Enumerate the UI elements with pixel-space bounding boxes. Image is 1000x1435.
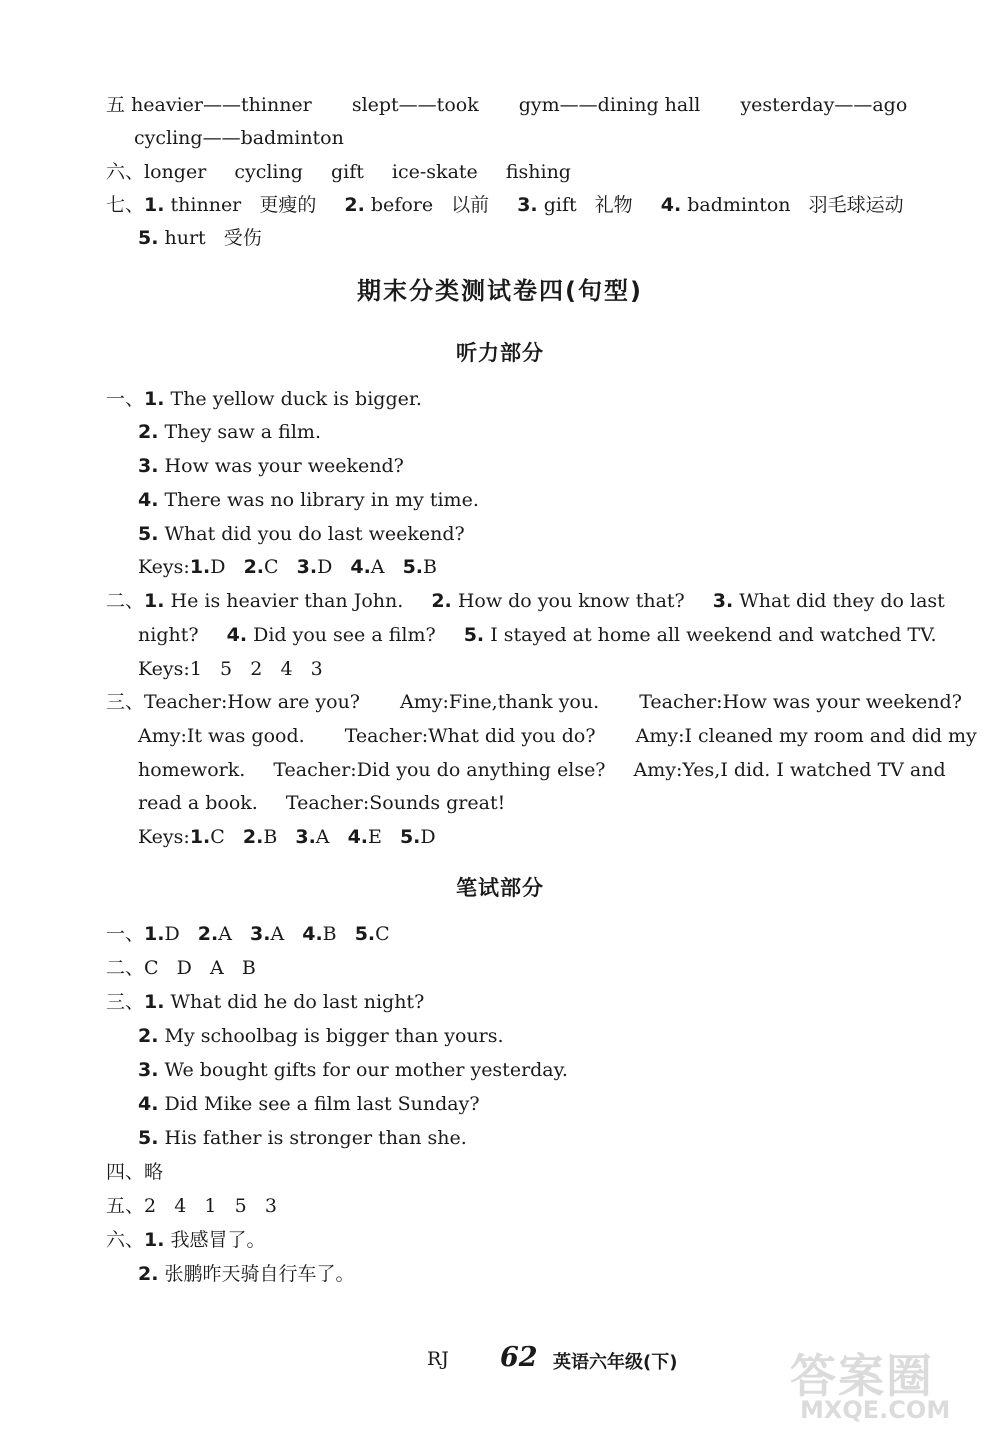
written-w6-item: 2. 张鹏昨天骑自行车了。 bbox=[138, 1263, 355, 1285]
section-label: 五 bbox=[106, 94, 126, 116]
listening-s1-keys: Keys:1.D 2.C 3.D 4.A 5.B bbox=[138, 556, 437, 578]
page-title: 期末分类测试卷四(句型) bbox=[357, 277, 643, 305]
written-w2-keys: 二、C D A B bbox=[106, 957, 256, 979]
watermark-text: 答案圈 bbox=[790, 1349, 934, 1403]
answer-item: slept——took bbox=[351, 94, 479, 116]
written-w3-item: 4. Did Mike see a film last Sunday? bbox=[138, 1093, 480, 1115]
listening-heading: 听力部分 bbox=[456, 341, 544, 365]
listening-s1-item: 一、1. The yellow duck is bigger. bbox=[106, 388, 422, 410]
listening-s2-line2: night? 4. Did you see a film? 5. I stayed at home all weekend and watched TV. bbox=[138, 624, 937, 646]
section-qi-line2: 5. hurt 受伤 bbox=[138, 227, 262, 249]
answer-item: cycling bbox=[234, 161, 303, 183]
listening-s1-item: 5. What did you do last weekend? bbox=[138, 523, 465, 545]
section-qi-line1: 七、1. thinner 更瘦的 2. before 以前 3. gift 礼物 4. badminton 羽毛球运动 bbox=[106, 194, 904, 216]
listening-s2-keys: Keys:1 5 2 4 3 bbox=[138, 658, 323, 680]
watermark-url: MXQE.COM bbox=[800, 1396, 951, 1424]
book-title: 英语六年级(下) bbox=[553, 1352, 678, 1373]
written-w4: 四、略 bbox=[106, 1161, 164, 1183]
answer-item: cycling——badminton bbox=[134, 127, 344, 149]
written-w3-item: 5. His father is stronger than she. bbox=[138, 1127, 467, 1149]
listening-s3-line: Amy:It was good. Teacher:What did you do? Amy:I cleaned my room and did my bbox=[138, 725, 977, 747]
listening-s2-line1: 二、1. He is heavier than John. 2. How do you know that? 3. What did they do last bbox=[106, 590, 945, 612]
written-w3-item: 3. We bought gifts for our mother yesterday. bbox=[138, 1059, 568, 1081]
answer-item: gift bbox=[330, 161, 364, 183]
written-heading: 笔试部分 bbox=[456, 876, 544, 900]
listening-s3-line: homework. Teacher:Did you do anything else? Amy:Yes,I did. I watched TV and bbox=[138, 759, 946, 781]
written-w3-item: 三、1. What did he do last night? bbox=[106, 991, 425, 1013]
written-w1-keys: 一、1.D 2.A 3.A 4.B 5.C bbox=[106, 923, 390, 945]
watermark-logo bbox=[760, 1338, 990, 1428]
listening-s3-line: 三、Teacher:How are you? Amy:Fine,thank you. Teacher:How was your weekend? bbox=[106, 691, 962, 713]
answer-item: ice-skate bbox=[391, 161, 478, 183]
answer-item: fishing bbox=[505, 161, 571, 183]
answer-item: gym——dining hall bbox=[518, 94, 701, 116]
answer-item: longer bbox=[144, 161, 207, 183]
written-w5-keys: 五、2 4 1 5 3 bbox=[106, 1195, 277, 1217]
page-number: 62 bbox=[500, 1342, 538, 1373]
listening-s1-item: 2. They saw a film. bbox=[138, 421, 321, 443]
section-label: 七、 bbox=[106, 194, 145, 216]
answer-item: heavier——thinner bbox=[131, 94, 312, 116]
written-w6-item: 六、1. 我感冒了。 bbox=[106, 1229, 266, 1251]
section-liu: 六、longer cycling gift ice-skate fishing bbox=[106, 161, 571, 183]
listening-s1-item: 4. There was no library in my time. bbox=[138, 489, 479, 511]
section-wu-line1 bbox=[106, 91, 907, 119]
listening-s1-item: 3. How was your weekend? bbox=[138, 455, 404, 477]
edition-label: RJ bbox=[427, 1348, 449, 1370]
listening-s3-line: read a book. Teacher:Sounds great! bbox=[138, 792, 506, 814]
section-wu-line2 bbox=[134, 124, 344, 152]
written-w3-item: 2. My schoolbag is bigger than yours. bbox=[138, 1025, 504, 1047]
listening-s3-keys: Keys:1.C 2.B 3.A 4.E 5.D bbox=[138, 826, 436, 848]
answer-item: yesterday——ago bbox=[740, 94, 908, 116]
section-label: 六 bbox=[106, 161, 126, 183]
